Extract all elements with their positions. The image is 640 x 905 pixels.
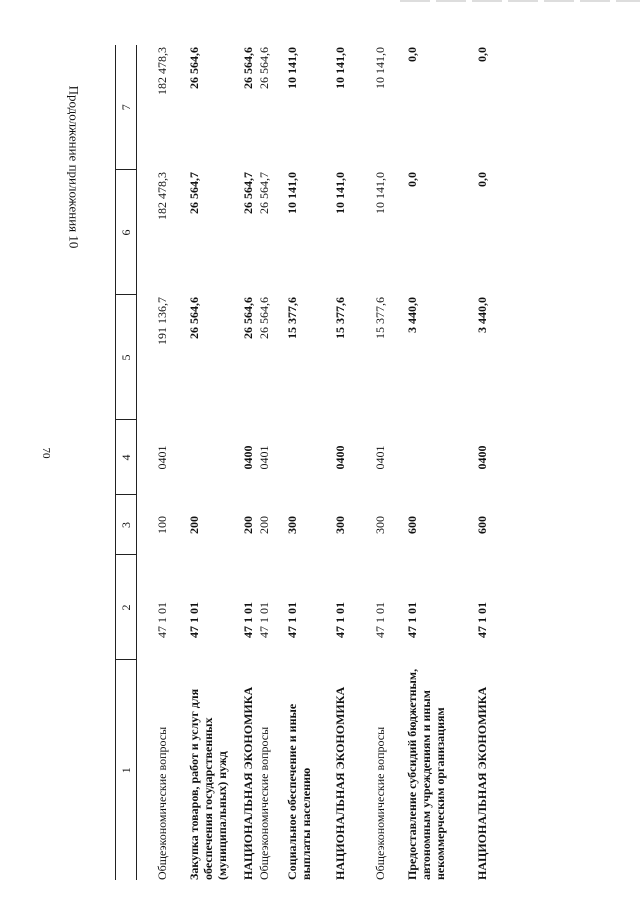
expense-type: 200 <box>257 516 271 534</box>
target-article: 47 1 01 <box>373 602 387 638</box>
table-row <box>313 45 347 880</box>
target-article: 47 1 01 <box>405 602 419 638</box>
expense-type: 100 <box>155 516 169 534</box>
table-row <box>255 45 271 880</box>
target-article: 47 1 01 <box>241 602 255 638</box>
row-name: НАЦИОНАЛЬНАЯ ЭКОНОМИКА <box>475 686 489 880</box>
table-row <box>387 45 447 880</box>
target-article: 47 1 01 <box>475 602 489 638</box>
row-name: НАЦИОНАЛЬНАЯ ЭКОНОМИКА <box>333 686 347 880</box>
amount-year-2: 10 141,0 <box>373 172 387 214</box>
scan-edge-mark <box>400 0 640 2</box>
header-col-2: 2 <box>116 555 137 660</box>
amount-year-3: 0,0 <box>475 47 489 62</box>
row-name: Общеэкономические вопросы <box>155 726 169 880</box>
amount-year-1: 15 377,6 <box>333 297 347 339</box>
target-article: 47 1 01 <box>155 602 169 638</box>
amount-year-2: 10 141,0 <box>285 172 299 214</box>
table-row <box>229 45 255 880</box>
amount-year-2: 0,0 <box>405 172 419 187</box>
expense-type: 200 <box>241 516 255 534</box>
amount-year-3: 182 478,3 <box>155 47 169 95</box>
header-col-6: 6 <box>116 170 137 295</box>
target-article: 47 1 01 <box>285 602 299 638</box>
table-row <box>271 45 313 880</box>
header-col-3: 3 <box>116 495 137 555</box>
section-code: 0401 <box>257 445 271 470</box>
header-col-7: 7 <box>116 45 137 170</box>
amount-year-3: 10 141,0 <box>373 47 387 89</box>
section-code: 0400 <box>241 445 255 470</box>
table-header-row <box>116 45 137 880</box>
section-code: 0401 <box>155 445 169 470</box>
amount-year-3: 26 564,6 <box>187 47 201 89</box>
row-name: Общеэкономические вопросы <box>257 726 271 880</box>
amount-year-1: 191 136,7 <box>155 297 169 345</box>
amount-year-1: 3 440,0 <box>405 297 419 333</box>
expense-type: 200 <box>187 516 201 534</box>
section-code <box>271 420 313 495</box>
amount-year-3: 26 564,6 <box>241 47 255 89</box>
row-name: НАЦИОНАЛЬНАЯ ЭКОНОМИКА <box>241 686 255 880</box>
row-name: Общеэкономические вопросы <box>373 726 387 880</box>
amount-year-1: 26 564,6 <box>257 297 271 339</box>
target-article: 47 1 01 <box>257 602 271 638</box>
header-col-4: 4 <box>116 420 137 495</box>
expense-type: 300 <box>333 516 347 534</box>
row-name: Закупка товаров, работ и услуг для обеспечения государственных (муниципальных) нужд <box>187 688 229 880</box>
expense-type: 300 <box>373 516 387 534</box>
expense-type: 300 <box>285 516 299 534</box>
amount-year-3: 0,0 <box>405 47 419 62</box>
section-code: 0401 <box>373 445 387 470</box>
row-name: Социальное обеспечение и иные выплаты населению <box>285 703 313 880</box>
row-name: Предоставление субсидий бюджетным, автономным учреждениям и иным некоммерческим организациям <box>405 668 447 880</box>
header-col-5: 5 <box>116 295 137 420</box>
amount-year-3: 26 564,6 <box>257 47 271 89</box>
continuation-label: Продолжение приложения 10 <box>66 85 82 249</box>
amount-year-2: 26 564,7 <box>241 172 255 214</box>
table-row <box>137 45 170 880</box>
table-row <box>169 45 229 880</box>
expense-type: 600 <box>405 516 419 534</box>
amount-year-1: 3 440,0 <box>475 297 489 333</box>
page-number: 70 <box>40 447 52 459</box>
amount-year-2: 26 564,7 <box>187 172 201 214</box>
section-code: 0400 <box>475 445 489 470</box>
expense-type: 600 <box>475 516 489 534</box>
amount-year-3: 10 141,0 <box>333 47 347 89</box>
target-article: 47 1 01 <box>187 602 201 638</box>
amount-year-1: 26 564,6 <box>187 297 201 339</box>
rotated-page-content <box>115 45 640 880</box>
target-article: 47 1 01 <box>333 602 347 638</box>
amount-year-2: 182 478,3 <box>155 172 169 220</box>
continuation-label-box <box>63 62 83 272</box>
amount-year-2: 0,0 <box>475 172 489 187</box>
amount-year-1: 15 377,6 <box>285 297 299 339</box>
amount-year-3: 10 141,0 <box>285 47 299 89</box>
table-row <box>347 45 387 880</box>
amount-year-2: 10 141,0 <box>333 172 347 214</box>
amount-year-1: 26 564,6 <box>241 297 255 339</box>
section-code <box>169 420 229 495</box>
header-col-1: 1 <box>116 660 137 880</box>
section-code <box>387 420 447 495</box>
section-code: 0400 <box>333 445 347 470</box>
amount-year-1: 15 377,6 <box>373 297 387 339</box>
amount-year-2: 26 564,7 <box>257 172 271 214</box>
budget-table <box>115 45 489 880</box>
table-row <box>447 45 489 880</box>
